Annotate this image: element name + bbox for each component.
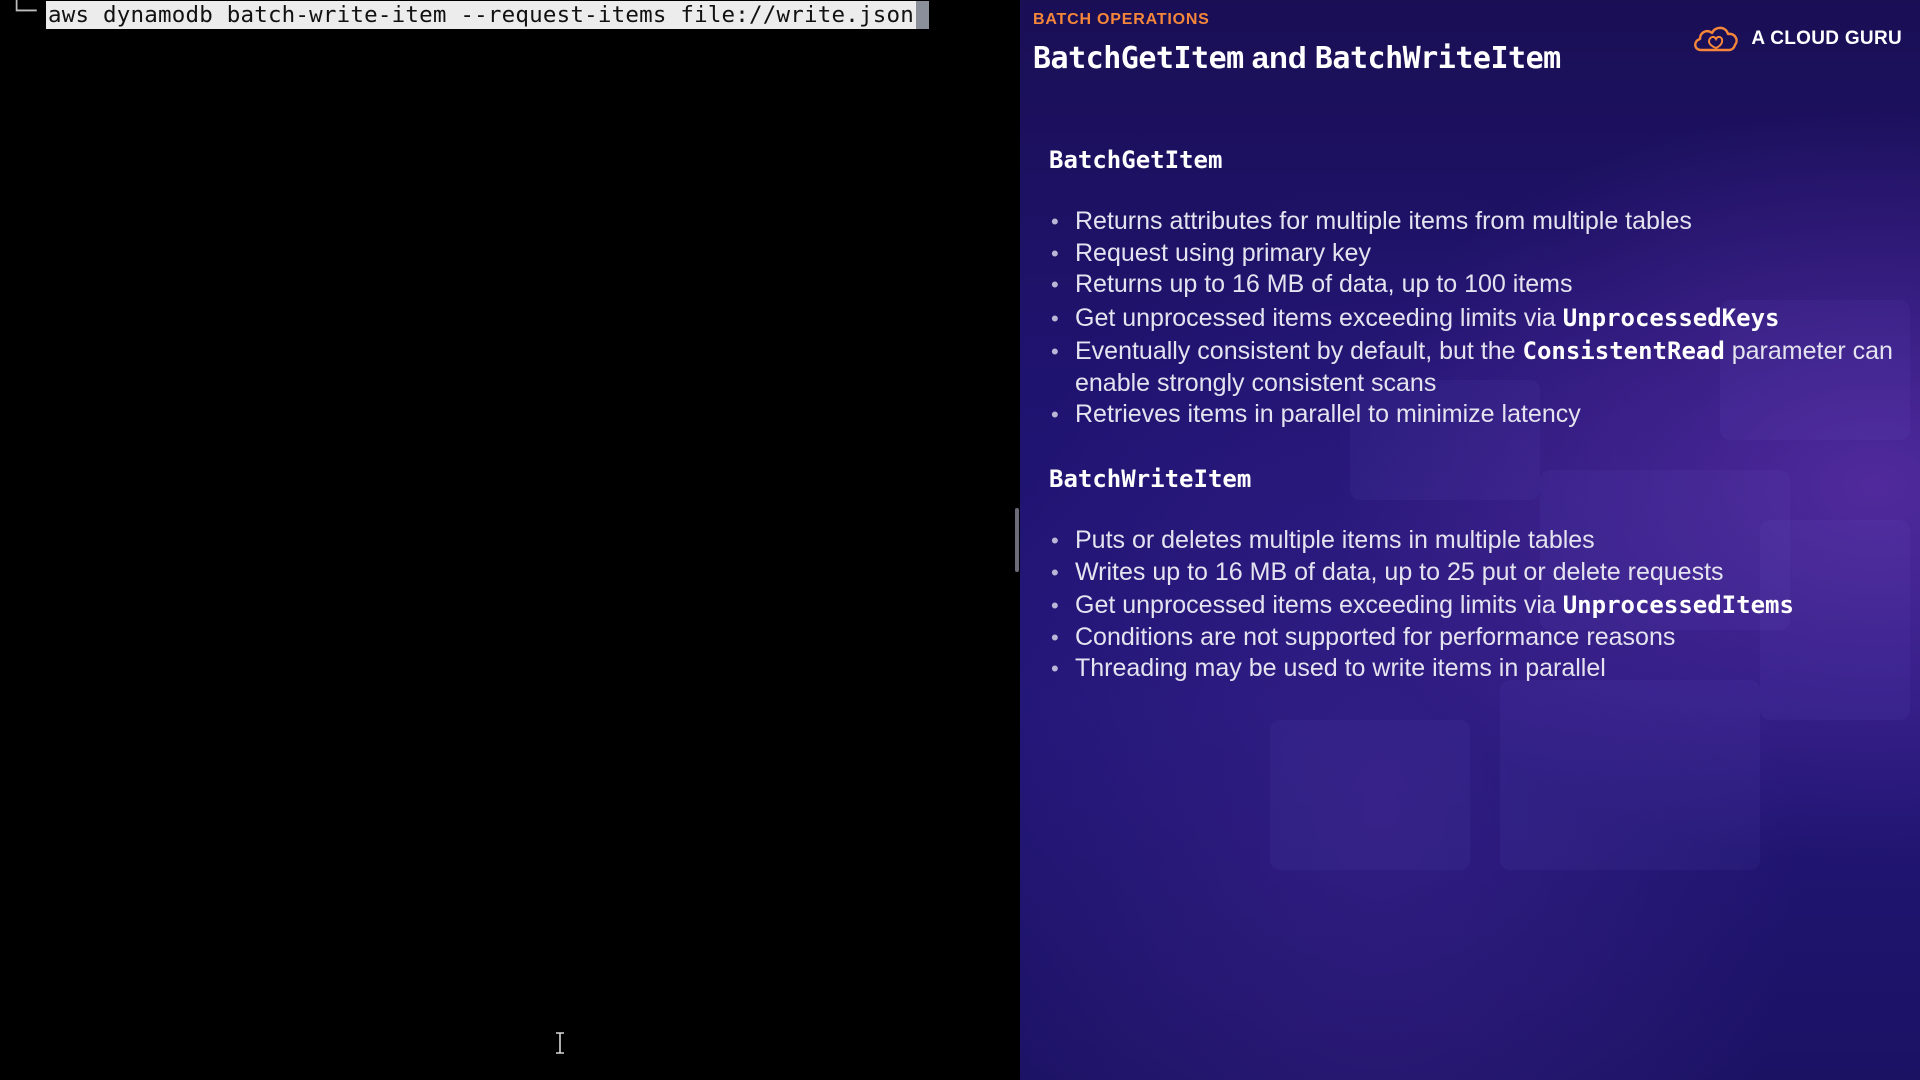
code-unprocessedkeys: UnprocessedKeys: [1562, 303, 1780, 332]
list-item: • Writes up to 16 MB of data, up to 25 put or delete requests: [1049, 557, 1909, 589]
list-item: • Conditions are not supported for performance reasons: [1049, 622, 1909, 654]
list-item: • Threading may be used to write items in parallel: [1049, 653, 1909, 685]
list-item: • Get unprocessed items exceeding limits via UnprocessedKeys: [1049, 303, 1909, 335]
title-conjunction: and: [1251, 40, 1307, 75]
section-heading-batchgetitem: BatchGetItem: [1049, 146, 1223, 174]
pane-resize-handle[interactable]: [1015, 508, 1019, 572]
list-item: • Returns attributes for multiple items from multiple tables: [1049, 206, 1909, 238]
background-tile: [1270, 720, 1470, 870]
slide-pane: [1020, 0, 1920, 1080]
section-heading-batchwriteitem: BatchWriteItem: [1049, 465, 1252, 493]
batchgetitem-bullets: [1049, 206, 1909, 431]
text-cursor-icon: [553, 1032, 567, 1054]
title-part-1: BatchGetItem: [1033, 41, 1244, 76]
cloud-logo-icon: [1691, 22, 1741, 56]
prompt-line: [10, 0, 929, 30]
list-item: • Retrieves items in parallel to minimize latency: [1049, 399, 1909, 431]
batchwriteitem-bullets: [1049, 525, 1909, 685]
code-unprocesseditems: UnprocessedItems: [1562, 591, 1794, 619]
list-item: • Get unprocessed items exceeding limits via UnprocessedItems: [1049, 590, 1909, 622]
brand-name: A CLOUD GURU: [1751, 28, 1902, 49]
section-kicker: BATCH OPERATIONS: [1033, 11, 1210, 28]
list-item: • Eventually consistent by default, but the ConsistentRead parameter can enable strongly consistent scans: [1049, 336, 1909, 399]
list-item: • Returns up to 16 MB of data, up to 100 items: [1049, 269, 1909, 301]
code-consistentread: ConsistentRead: [1522, 337, 1725, 365]
background-tile: [1500, 680, 1760, 870]
terminal-cursor: [916, 1, 929, 29]
brand: [1691, 22, 1902, 56]
title-part-2: BatchWriteItem: [1314, 41, 1561, 76]
prompt-glyph: └─: [10, 0, 37, 24]
list-item: • Request using primary key: [1049, 238, 1909, 270]
terminal-command[interactable]: aws dynamodb batch-write-item --request-items file://write.json: [48, 2, 915, 28]
list-item: • Puts or deletes multiple items in multiple tables: [1049, 525, 1909, 557]
slide-title: [1033, 40, 1561, 76]
